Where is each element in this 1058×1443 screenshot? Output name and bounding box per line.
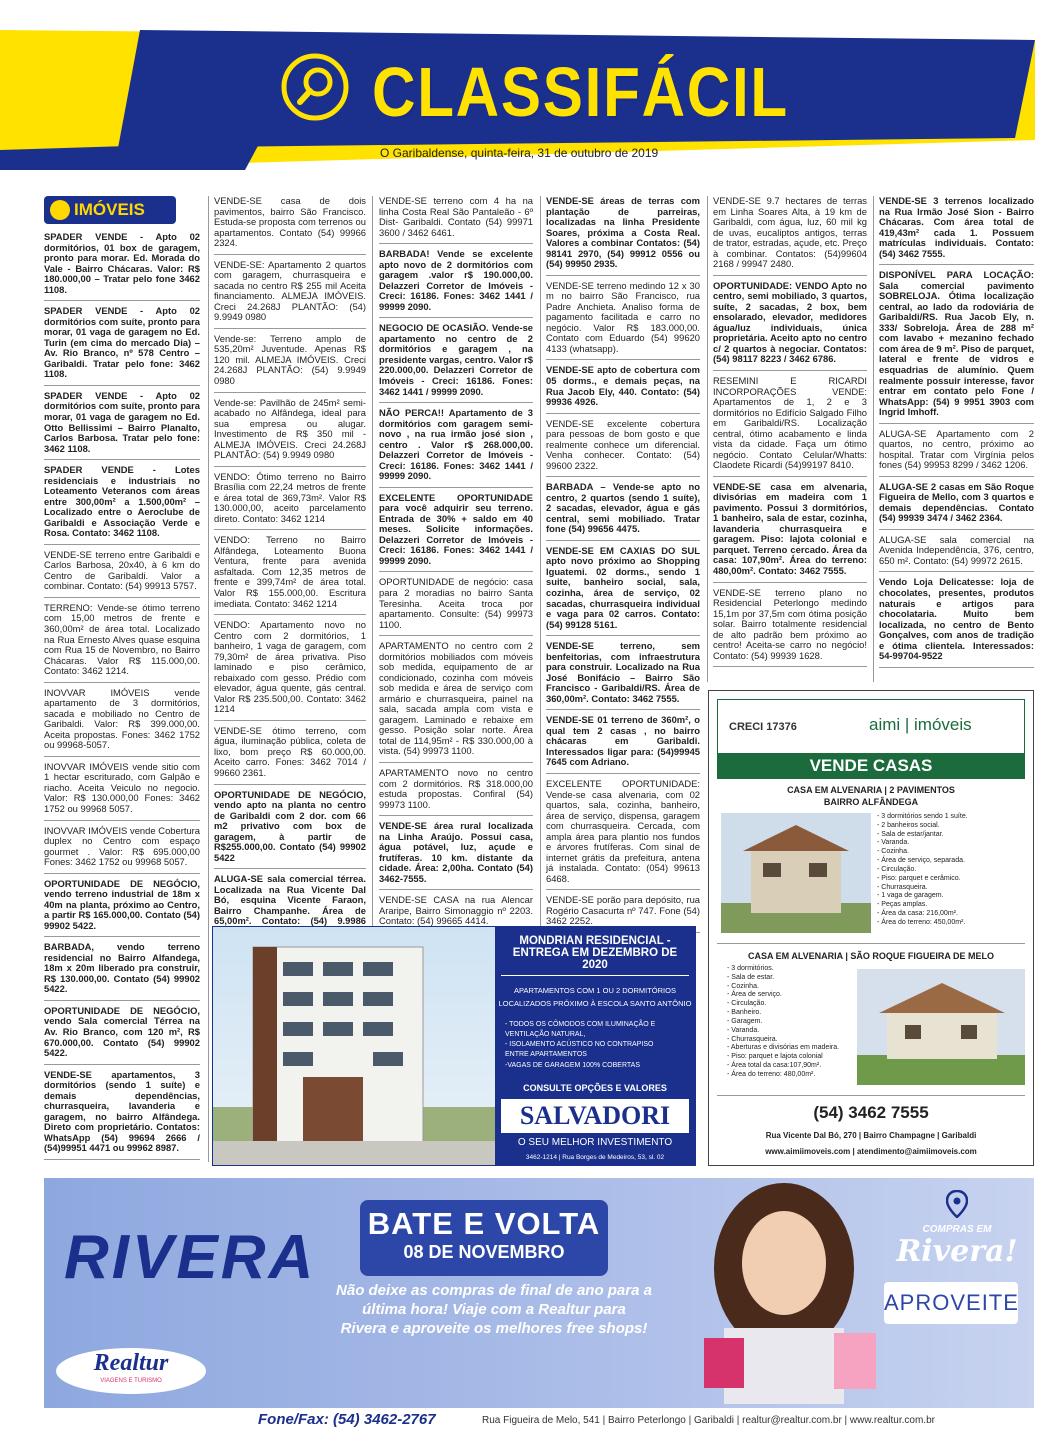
feature-item: - 2 banheiros social. — [877, 821, 940, 829]
feature-item: - Banheiro. — [727, 1009, 762, 1017]
classified-ad: INOVVAR IMÓVEIS vende apartamento de 3 dormitórios, sacada e mobiliado no Centro de Garibaldi. Valor: R$ 399.000,00. Aceita propostas. Fones: 3462 1752 ou 99968-5057. — [44, 688, 200, 757]
feature-item: - Peças amplas. — [877, 901, 928, 909]
classified-ad: INOVVAR IMÓVEIS vende sitio com 1 hectar escriturado, com Galpão e riacho. Aceita Veiculo no negocio. Valor: R$ 130.000,00 Fones: 3462 1752 ou 99968 5057. — [44, 762, 200, 821]
feature-item: - Churrasqueira. — [877, 883, 928, 891]
house1-features — [877, 813, 968, 928]
rivera-script-label: Rivera! — [896, 1234, 1018, 1269]
ad-copy: última hora! Viaje com a Realtur para — [362, 1300, 626, 1318]
column-divider — [540, 196, 541, 926]
classified-ad: Vende-se: Pavilhão de 245m² semi-acabado no Alfândega, ideal para sua empresa ou alugar. Investimento de R$ 350 mil - ALMEJA IMÓVEIS. Creci 24.268J PLANTÃO: (54) 9.9949 0980 — [214, 398, 366, 467]
feature-item: - Circulação. — [877, 865, 917, 873]
feature-item: - Sala de estar. — [727, 973, 775, 981]
location-pin-icon — [946, 1190, 968, 1218]
ad-feature: - ISOLAMENTO ACÚSTICO NO CONTRAPISO — [505, 1041, 654, 1049]
ad-slogan: O SEU MELHOR INVESTIMENTO — [517, 1136, 673, 1148]
salvadori-advertisement — [212, 926, 696, 1166]
aimi-creci: CRECI 17376 — [729, 721, 797, 733]
ad-address: 3462-1214 | Rua Borges de Medeiros, 53, sl. 02 — [525, 1153, 665, 1161]
classified-ad: EXCELENTE OPORTUNIDADE para você adquirir seu terreno. Entrada de 30% + saldo em 40 meses. Solicite informações. Delazzeri Corretor de Imóveis - Creci: 16186. Fones: 3462 1441 / 99999 2090. — [379, 493, 533, 573]
magnifier-icon — [280, 52, 350, 122]
classified-ad: VENDE-SE porão para depósito, rua Rogério Casacurta nº 747. Fone (54) 3462 2252. — [546, 895, 700, 933]
classifieds-column-6 — [879, 196, 1034, 673]
classified-ad: VENDE-SE terreno medindo 12 x 30 m no bairro São Francisco, rua Padre Anchieta. Analiso forma de pagamento facilitada e carro no negócio. Valor R$ 183.000,00. Contato com Eduardo (54) 99620 4133 (whatsapp). — [546, 281, 700, 361]
feature-item: - Área de serviço. — [727, 991, 782, 999]
classified-ad: VENDE-SE casa em alvenaria, divisórias em madeira com 1 pavimento. Possui 3 dormitórios, 1 banheiro, sala de estar, cozinha, lavanderia churrasqueira e garagem. Piso: lajota colonial e parquet. Terreno cercado. Área da casa: 107,90m². Área do terreno: 480,00m². Contato: 3462 7555. — [713, 482, 867, 583]
classifieds-column-1 — [44, 196, 200, 1165]
ad-headline: ENTREGA EM DEZEMBRO DE 2020 — [501, 947, 689, 976]
classified-ad: VENDE-SE: Apartamento 2 quartos com garagem, churrasqueira e sacada no centro R$ 255 mil Aceita financiamento. ALMEJA IMÓVEIS. Creci 24.268J PLANTÃO: (54) 9.9949 0980 — [214, 260, 366, 329]
feature-item: - Área total da casa:107,90m². — [727, 1061, 822, 1069]
feature-item: - Circulação. — [727, 1000, 767, 1008]
classified-ad: Vende-se: Terreno amplo de 535,20m² Juventude. Apenas R$ 120 mil. ALMEJA IMÓVEIS. Creci 24.268J PLANTÃO: (54) 9.9949 0980 — [214, 334, 366, 393]
house1-photo — [721, 813, 871, 933]
ad-text: APARTAMENTOS COM 1 OU 2 DORMITÓRIOS — [514, 986, 676, 995]
classifieds-column-4 — [546, 196, 700, 938]
column-divider — [208, 196, 209, 1162]
column-divider — [372, 196, 373, 926]
classified-ad: VENDE-SE terreno plano no Residencial Peterlongo medindo 15,1m por 37,5m com ótima posição solar. Bairro totalmente residencial de alto padrão bem próximo ao centro! Aceita-se carro no negócio! Contato: (54) 99939 1628. — [713, 588, 867, 668]
classified-ad: INOVVAR IMÓVEIS vende Cobertura duplex no Centro com espaço gourmet . Valor: R$ 695.000,00 Fones: 3462 1752 ou 99968 5057. — [44, 826, 200, 874]
feature-item: - Garagem. — [727, 1017, 763, 1025]
classified-ad: VENDE-SE 01 terreno de 360m², o qual tem 2 casas , no bairro chácaras em Garibaldi. Interessados ligar para: (54)99945 7645 com Adriano. — [546, 715, 700, 774]
feature-item: - Sala de estar/jantar. — [877, 830, 944, 838]
classified-ad: VENDE-SE terreno, sem benfeitorias, com infraestrutura para construir. Localizado na Rua José Bonifácio – Bairro São Francisco - Garibaldi/RS. Área de 360,00m². Contato: 3462 7555. — [546, 641, 700, 710]
classified-ad: BARBADA – Vende-se apto no centro, 2 quartos (sendo 1 suíte), 2 sacadas, elevador, água e gás central, semi mobiliado. Tratar fone (54) 99656 4475. — [546, 482, 700, 541]
house1-title: CASA EM ALVENARIA | 2 PAVIMENTOS — [787, 785, 955, 795]
page-header — [0, 0, 1058, 170]
compras-label: COMPRAS EM — [922, 1224, 992, 1235]
classified-ad: DISPONÍVEL PARA LOCAÇÃO: Sala comercial pavimento SOBRELOJA. Ótima localização central, ao lado da rodoviária de Garibaldi/RS. Rua Jacob Ely, n. 333/ Sobreloja. Área de 288 m² com lavabo + mezanino fechado com área de 9 m². Piso de parquet, lateral e frente de vidros e esquadrias de alumínio. Quem realmente possuir interesse, favor entrar em contato pelo Fone / WhatsApp: (54) 9 9951 3903 com Ingrid Imhoff. — [879, 270, 1034, 423]
classified-ad: VENDE-SE áreas de terras com plantação de parreiras, localizadas na linha Presidente Soares, próxima a Costa Real. Valores a combinar Contatos: (54) 98141 2970, (54) 99912 0556 ou (54) 99950 2935. — [546, 196, 700, 276]
classified-ad: NEGOCIO DE OCASIÃO. Vende-se apartamento no centro de 2 dormitórios e garagem , na presidente vargas, centro. Valor r$ 220.000,00. Delazzeri Corretor de Imóveis - Creci: 16186. Fones: 3462 1441 / 99999 2090. — [379, 323, 533, 403]
feature-item: - 1 vaga de garagem. — [877, 892, 944, 900]
section-label — [44, 196, 176, 224]
feature-item: - Cozinha. — [727, 982, 759, 990]
ad-headline: MONDRIAN RESIDENCIAL - — [519, 935, 671, 947]
feature-item: - 3 dormitórios sendo 1 suíte. — [877, 813, 968, 820]
classified-ad: VENDE-SE casa de dois pavimentos, bairro São Francisco. Estuda-se proposta com terrenos ou apartamentos. Contato (54) 99966 2324. — [214, 196, 366, 255]
classified-ad: SPADER VENDE - Apto 02 dormitórios com suíte, pronto para morar, 01 vaga de garagem no Ed. Turin (em cima do mercado Dia) – Av. Rio Branco, nº 578 Centro – Garibaldi. Tratar pelo fone: 3462 1108. — [44, 306, 200, 386]
classified-ad: RESEMINI E RICARDI INCORPORAÇÕES VENDE: Apartamentos de 1, 2 e 3 dormitórios no Edifício Salgado Filho em Garibaldi/RS. Localização central, ótimo acabamento e linda vista da cidade. Faça um ótimo negócio. Contato Celular/Whatts: Claodete Ricardi (54)99197 8410. — [713, 376, 867, 477]
classified-ad: VENDE-SE ótimo terreno, com água, iluminação pública, coleta de lixo, bom preço R$ 60.000,00. Aceito carro. Fones: 3462 7014 / 99660 2361. — [214, 726, 366, 785]
building-photo — [213, 927, 495, 1165]
classified-ad: ALUGA-SE sala comercial na Avenida Independência, 376, centro, 650 m². Contato: (54) 99972 2615. — [879, 535, 1034, 573]
classified-ad: ALUGA-SE sala comercial térrea. Localizada na Rua Vicente Dal Bó, esquina Vicente Faraon, Bairro Champanhe. Área de 65,00m². Contato: (54) 9.9986 — [214, 874, 366, 943]
realtur-logo: Realtur — [93, 1350, 169, 1376]
classified-ad: VENDE-SE 3 terrenos localizado na Rua Irmão José Sion - Bairro Chácaras. Com área total de 419,43m² cada 1. Possuem matrículas individuais. Contato: (54) 3462 7555. — [879, 196, 1034, 265]
section-label-text: IMÓVEIS — [74, 200, 145, 220]
classified-ad: ALUGA-SE 2 casas em São Roque Figueira de Mello, com 3 quartos e demais dependências. Contato (54) 99939 3474 / 3462 2364. — [879, 482, 1034, 530]
feature-item: - Piso: parquet e cerâmico. — [877, 874, 961, 882]
classified-ad: VENDE-SE excelente cobertura para pessoas de bom gosto e que realmente conhece um diferencial. Venha conhecer. Contato: (54) 99600 2322. — [546, 419, 700, 478]
classified-ad: APARTAMENTO no centro com 2 dormitórios mobiliados com móveis sob medida, equipamento de ar condicionado, cozinha com móveis sob medida e área de serviço com armário e churrasqueira, painel na sala, sacada ampla com vista e garagem. Laminado e rebaixe em gesso. Posição solar norte. Área total de 114,95m² - R$ 330.000,00 à vista. (54) 99973 1100. — [379, 641, 533, 763]
house2-title: CASA EM ALVENARIA | SÃO ROQUE FIGUEIRA DE MELO — [747, 951, 995, 961]
feature-item: - Cozinha. — [877, 848, 909, 856]
aimi-advertisement — [708, 690, 1034, 1166]
house2-photo — [857, 969, 1025, 1085]
classified-ad: BARBADA, vendo terreno residencial no Bairro Alfandega, 18m x 20m liberado pra construir, R$ 130.000,00. Contato (54) 99902 5422. — [44, 942, 200, 1001]
feature-item: - Área do terreno: 480,00m². — [727, 1070, 816, 1078]
classified-ad: APARTAMENTO novo no centro com 2 dormitórios. R$ 318.000,00 estuda propostas. Confiral (54) 99973 1100. — [379, 768, 533, 816]
realtur-rivera-advertisement — [44, 1178, 1034, 1432]
page-title: CLASSIFÁCIL — [372, 53, 789, 131]
realtur-footer: Rua Figueira de Melo, 541 | Bairro Peterlongo | Garibaldi | realtur@realtur.com.br | www.realtur.com.br — [482, 1415, 935, 1426]
classified-ad: BARBADA! Vende se excelente apto novo de 2 dormitórios com garagem .valor r$ 190.000,00. Delazzeri Corretor de Imóveis - Creci: 16186. Fones: 3462 1441 / 99999 2090. — [379, 249, 533, 318]
classified-ad: VENDE-SE apto de cobertura com 05 dorms., e demais peças, na Rua Jacob Ely, 440. Contato: (54) 99936 4926. — [546, 365, 700, 413]
feature-item: - Churrasqueira. — [727, 1035, 778, 1043]
classified-ad: TERRENO: Vende-se ótimo terreno com 15,00 metros de frente e 360,00m² de área total. Localizado na Rua Ernesto Alves quase esquina com Rua 15 de Novembro, no Bairro Chácaras. Valor R$ 115.000,00. Contato: 3462 1214. — [44, 603, 200, 683]
aimi-web: www.aimiimoveis.com | atendimento@aimiimoveis.com — [765, 1147, 977, 1156]
classified-ad: VENDO: Ótimo terreno no Bairro Brasília com 22,24 metros de frente e área total de 369,73m². Valor R$ 130.000,00, aceito parcelamento direto. Contato: 3462 1214 — [214, 472, 366, 531]
classified-ad: Vendo Loja Delicatesse: loja de chocolates, presentes, produtos naturais e artigos para chocolataria. Muito bem localizada, no centro de Bento Gonçalves, com anos de tradição e ótima clientela. Interessados: 54-99704-9522 — [879, 577, 1034, 667]
classified-ad: OPORTUNIDADE de negócio: casa para 2 moradias no bairro Santa Teresinha. Aceita troca por apartamento. Consulte: (54) 99973 1100. — [379, 577, 533, 636]
classified-ad: OPORTUNIDADE DE NEGÓCIO, vendo terreno industrial de 18m x 40m na planta, próximo ao Centro, a partir R$ 165.000,00. Contato (54) 99902 5422. — [44, 879, 200, 938]
feature-item: - Varanda. — [877, 839, 910, 847]
classified-ad: VENDE-SE 9.7 hectares de terras em Linha Soares Alta, à 19 km de Garibaldi, com água, luz, 60 mil kg de uvas, eucaliptos antigos, terras de trator, estradas, açude, etc. Preço à combinar. Contatos: (54)99604 2168 / 99947 2480. — [713, 196, 867, 276]
classified-ad: VENDE-SE apartamentos, 3 dormitórios (sendo 1 suíte) e demais dependências, churrasqueira, lavanderia e garagem, no bairro Alfândega. Direto com proprietário. Contatos: WhatsApp (54) 99694 2666 / (54)99951 4471 ou 99962 8987. — [44, 1070, 200, 1160]
house-icon — [50, 200, 70, 220]
aproveite-label: APROVEITE — [884, 1282, 1018, 1324]
classified-ad: NÃO PERCA!! Apartamento de 3 dormitórios com garagem semi-novo , na rua irmão josé sion , centro . Valor r$ 268.000,00. Delazzeri Corretor de Imóveis - Creci: 16186. Fones: 3462 1441 / 99999 2090. — [379, 408, 533, 488]
classified-ad: VENDO: Apartamento novo no Centro com 2 dormitórios, 1 banheiro, 1 vaga de garagem, com 79,30m² de área privativa. Piso laminado e piso cerâmico, rebaixado com gesso. Prédio com elevador, água quente, gás central. Valor R$ 235.500,00. Contato: 3462 1214 — [214, 620, 366, 721]
column-divider — [873, 196, 874, 682]
feature-item: - Área de serviço, separada. — [877, 857, 965, 865]
trip-date: 08 DE NOVEMBRO — [403, 1242, 565, 1262]
feature-item: - Área do terreno: 450,00m². — [877, 918, 966, 926]
classified-ad: ALUGA-SE Apartamento com 2 quartos, no centro, próximo ao hospital. Tratar com Virgínia pelos fones (54) 99953 8299 / 3462 1206. — [879, 429, 1034, 477]
ad-feature: VENTILAÇÃO NATURAL, — [505, 1031, 586, 1039]
salvadori-info-panel — [495, 927, 695, 1165]
house1-subtitle: BAIRRO ALFÂNDEGA — [823, 797, 919, 807]
ad-text: LOCALIZADOS PRÓXIMO À ESCOLA SANTO ANTÔNIO — [498, 999, 692, 1008]
ad-copy: Rivera e aproveite os melhores free shops! — [340, 1319, 648, 1337]
trip-badge: BATE E VOLTA — [367, 1206, 601, 1241]
classifieds-column-5 — [713, 196, 867, 672]
classified-ad: SPADER VENDE - Apto 02 dormitórios, 01 box de garagem, pronto para morar. Ed. Morada do Vale - Bairro Chácaras. Valor: R$ 180.000,00 – Tratar pelo fone 3462 1108. — [44, 232, 200, 301]
classified-ad: VENDE-SE terreno com 4 ha na linha Costa Real São Pantaleão - 6º Dist- Garibaldi. Contato (54) 99971 3600 / 3462 6461. — [379, 196, 533, 244]
classifieds-column-2 — [214, 196, 366, 948]
realtur-tagline: VIAGENS E TURISMO — [100, 1378, 162, 1384]
ad-feature: - TODOS OS CÔMODOS COM ILUMINAÇÃO E — [505, 1021, 656, 1028]
classified-ad: SPADER VENDE - Apto 02 dormitórios com suíte, pronto para morar, 01 vaga de garagem no Ed. Otto Bellissimi – Bairro Planalto, Carlos Barbosa. Tratar pelo fone: 3462 1108. — [44, 391, 200, 460]
feature-item: - Aberturas e divisórias em madeira. — [727, 1044, 840, 1052]
rivera-title: RIVERA — [64, 1223, 317, 1292]
salvadori-logo: SALVADORI — [501, 1099, 689, 1133]
feature-item: - 3 dormitórios. — [727, 965, 774, 972]
classified-ad: OPORTUNIDADE DE NEGÓCIO, vendo Sala comercial Térrea na Av. Rio Branco, com 120 m², R$ 670.000,00. Contato (54) 99902 5422. — [44, 1006, 200, 1065]
aimi-heading: VENDE CASAS — [717, 753, 1025, 779]
realtur-phone: Fone/Fax: (54) 3462-2767 — [258, 1411, 436, 1428]
ad-feature: ENTRE APARTAMENTOS — [505, 1051, 587, 1059]
issue-date: O Garibaldense, quinta-feira, 31 de outubro de 2019 — [380, 146, 659, 160]
column-divider — [707, 196, 708, 682]
shopper-woman-photo — [684, 1178, 884, 1404]
classifieds-column-3 — [379, 196, 533, 938]
ad-copy: Não deixe as compras de final de ano para a — [336, 1282, 652, 1299]
aimi-phone: (54) 3462 7555 — [813, 1103, 929, 1122]
feature-item: - Varanda. — [727, 1026, 760, 1034]
classified-ad: OPORTUNIDADE: VENDO Apto no centro, semi mobiliado, 3 quartos, suíte, 2 sacadas, 2 box, bem ensolarado, elevador, medidores água/luz individuais, única proprietária. Aceito apto no centro c/ 2 quartos à negociar. Contatos: (54) 98117 8223 / 3462 6786. — [713, 281, 867, 371]
classified-ad: VENDO: Terreno no Bairro Alfândega, Loteamento Buona Ventura, frente para avenida asfaltada. Com 12,35 metros de frente e 399,74m² de área total. Valor R$ 155.000,00. Escritura imediata. Contato: 3462 1214 — [214, 535, 366, 615]
house2-features — [727, 965, 839, 1080]
classified-ad: VENDE-SE terreno entre Garibaldi e Carlos Barbosa, 20x40, à 6 km do Centro de Garibaldi. Valor a combinar. Contato: (54) 99913 5757. — [44, 550, 200, 598]
aimi-address: Rua Vicente Dal Bó, 270 | Bairro Champagne | Garibaldi — [765, 1131, 977, 1140]
classified-ad: EXCELENTE OPORTUNIDADE: Vende-se casa alvenaria, com 02 quartos, sala, cozinha, banheiro, área de serviço, dispensa, garagem com churrasqueira. Cercada, com ampla área para plantio nos fundos e árvores frutíferas. Com sinal de internet grátis da prefeitura, antena já instalada. Contato: (054) 99613 6468. — [546, 779, 700, 890]
classified-ad: VENDE-SE CASA na rua Alencar Araripe, Bairro Simonaggio nº 2203. Contato: (54) 99665 4414. — [379, 895, 533, 933]
ad-feature: -VAGAS DE GARAGEM 100% COBERTAS — [505, 1061, 640, 1069]
classified-ad: OPORTUNIDADE DE NEGÓCIO, vendo apto na planta no centro de Garibaldi com 2 dor. com 66 m2 privativo com box de garagem, à partir de R$255.000,00. Contato (54) 99902 5422 — [214, 790, 366, 870]
aimi-logo: aimi | imóveis — [869, 715, 972, 734]
classified-ad: VENDE-SE área rural localizada na Linha Araújo. Possui casa, água potável, luz, açude e frutíferas. 10 km. distante da cidade. Área: 2,00ha. Contato (54) 3462-7555. — [379, 821, 533, 890]
feature-item: - Área da casa: 216,00m². — [877, 909, 958, 917]
classified-ad: VENDE-SE EM CAXIAS DO SUL apto novo próximo ao Shopping Iguatemi. 02 dorms., sendo 1 suite, banheiro social, sala, cozinha, área de serviço, 02 sacadas, churrasqueira individual e vaga para 02 carros. Contato: (54) 99128 5161. — [546, 546, 700, 636]
ad-cta: CONSULTE OPÇÕES E VALORES — [523, 1082, 667, 1093]
classified-ad: SPADER VENDE - Lotes residenciais e industriais no Loteamento Veteranos com áreas entre 300,00m² a 1.500,00m² – Localizado entre o Aeroclube de Garibaldi e Associação Verde e Rosa. Contato: 3462 1108. — [44, 465, 200, 545]
feature-item: - Piso: parquet e lajota colonial — [727, 1053, 823, 1061]
